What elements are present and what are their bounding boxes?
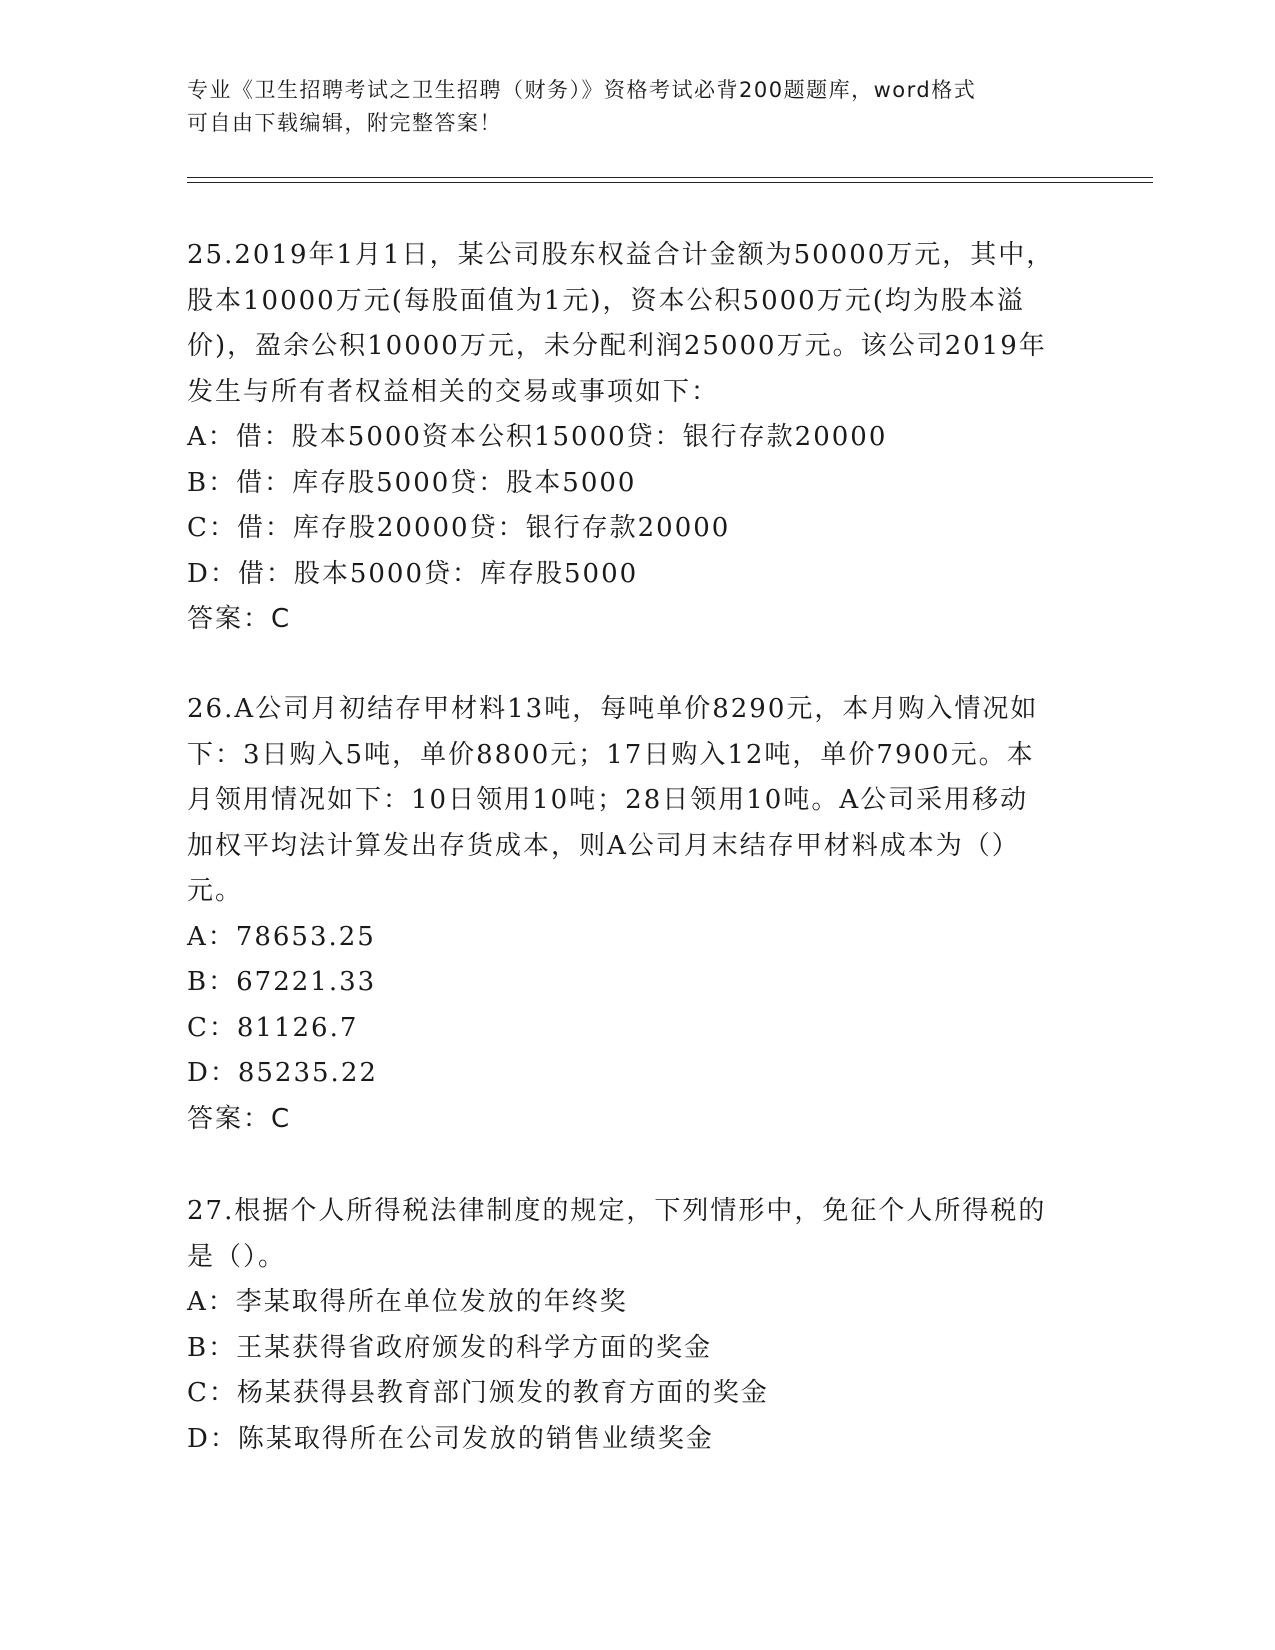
stem-line: 27.根据个人所得税法律制度的规定，下列情形中，免征个人所得税的 (187, 1196, 1047, 1226)
option-c: C：81126.7 (187, 1012, 359, 1043)
stem-line: 月领用情况如下：10日领用10吨；28日领用10吨。A公司采用移动 (187, 785, 1029, 815)
stem-line: 价)，盈余公积10000万元，未分配利润25000万元。该公司2019年 (187, 331, 1047, 361)
option-a: A：李某取得所在单位发放的年终奖 (187, 1287, 628, 1317)
question-stem (187, 1189, 1087, 1280)
question-stem (187, 687, 1087, 915)
stem-line: 发生与所有者权益相关的交易或事项如下： (187, 376, 720, 407)
option-d: D：借：股本5000贷：库存股5000 (187, 558, 639, 589)
question-stem (187, 233, 1087, 415)
option-c: C：杨某获得县教育部门颁发的教育方面的奖金 (187, 1378, 769, 1408)
option-d: D：陈某取得所在公司发放的销售业绩奖金 (187, 1423, 714, 1454)
question-25 (187, 233, 1087, 643)
stem-line: 股本10000万元(每股面值为1元)，资本公积5000万元(均为股本溢 (187, 285, 1025, 316)
stem-line: 25.2019年1月1日，某公司股东权益合计金额为50000万元，其中， (187, 240, 1055, 270)
option-b: B：王某获得省政府颁发的科学方面的奖金 (187, 1332, 713, 1363)
option-a: A：借：股本5000资本公积15000贷：银行存款20000 (187, 422, 888, 452)
header-divider (187, 182, 1153, 183)
option-d: D：85235.22 (187, 1058, 378, 1088)
document-header (187, 74, 1067, 140)
stem-line: 是（）。 (187, 1241, 287, 1272)
stem-line: 26.A公司月初结存甲材料13吨，每吨单价8290元，本月购入情况如 (187, 694, 1039, 724)
header-divider (187, 177, 1153, 178)
stem-line: 元。 (187, 876, 244, 906)
answer-label: 答案：C (187, 604, 292, 634)
question-26 (187, 687, 1087, 1142)
header-line: 专业《卫生招聘考试之卫生招聘（财务）》资格考试必背200题题库，word格式 (187, 78, 977, 102)
option-a: A：78653.25 (187, 921, 376, 952)
stem-line: 加权平均法计算发出存货成本，则A公司月末结存甲材料成本为（） (187, 830, 1020, 861)
answer-label: 答案：C (187, 1103, 292, 1134)
option-c: C：借：库存股20000贷：银行存款20000 (187, 513, 731, 543)
option-b: B：借：库存股5000贷：股本5000 (187, 467, 637, 498)
header-line: 可自由下载编辑，附完整答案！ (187, 111, 502, 135)
question-27 (187, 1189, 1087, 1462)
option-b: B：67221.33 (187, 967, 377, 997)
stem-line: 下：3日购入5吨，单价8800元；17日购入12吨，单价7900元。本 (187, 739, 1035, 770)
